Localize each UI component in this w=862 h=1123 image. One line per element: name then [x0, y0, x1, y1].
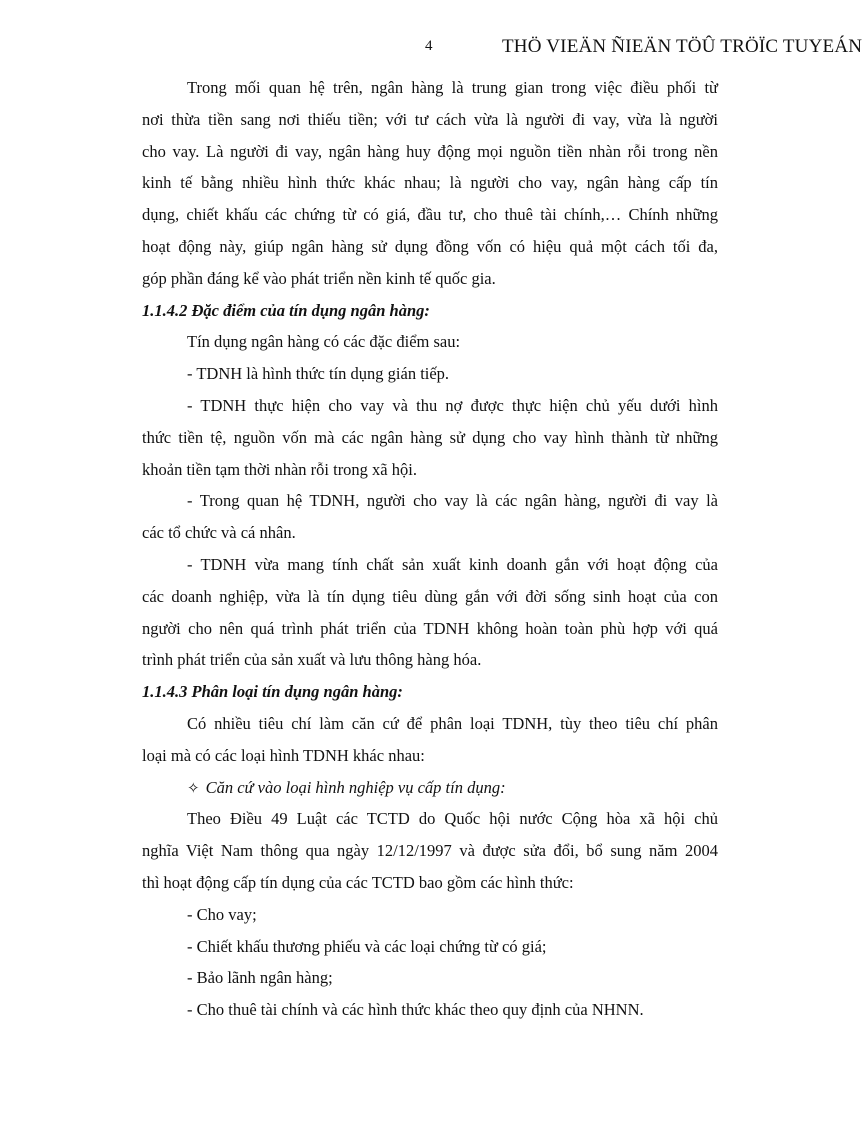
paragraph-line: thức tiền tệ, nguồn vốn mà các ngân hàng sử dụng cho vay hình thành từ những	[142, 427, 718, 447]
list-item: - TDNH vừa mang tính chất sản xuất kinh doanh gắn với hoạt động của	[187, 554, 718, 574]
list-item: - Cho thuê tài chính và các hình thức khác theo quy định của NHNN.	[187, 1000, 644, 1020]
paragraph-line: nghĩa Việt Nam thông qua ngày 12/12/1997 và được sửa đổi, bổ sung năm 2004	[142, 841, 718, 861]
list-item: - TDNH là hình thức tín dụng gián tiếp.	[187, 364, 450, 384]
paragraph-line: khoản tiền tạm thời nhàn rỗi trong xã hội.	[142, 459, 417, 479]
paragraph-line: Theo Điều 49 Luật các TCTD do Quốc hội nước Cộng hòa xã hội chủ	[187, 809, 718, 829]
site-title: THÖ VIEÄN ÑIEÄN TÖÛ TRÖÏC TUYEÁN	[502, 36, 862, 57]
paragraph-line: Có nhiều tiêu chí làm căn cứ để phân loại TDNH, tùy theo tiêu chí phân	[187, 713, 718, 733]
paragraph-line: trình phát triển của sản xuất và lưu thông hàng hóa.	[142, 650, 482, 670]
subheading	[142, 772, 718, 804]
paragraph-line: hoạt động này, giúp ngân hàng sử dụng đồng vốn có hiệu quả một cách tối đa,	[142, 236, 718, 256]
list-item: - Trong quan hệ TDNH, người cho vay là các ngân hàng, người đi vay là	[187, 491, 718, 511]
section-heading: 1.1.4.2 Đặc điểm của tín dụng ngân hàng:	[142, 300, 430, 320]
paragraph-line: người cho nên quá trình phát triển của TDNH không hoàn toàn phù hợp với quá	[142, 618, 718, 638]
list-item: - TDNH thực hiện cho vay và thu nợ được thực hiện chủ yếu dưới hình	[187, 395, 718, 415]
paragraph-line: thì hoạt động cấp tín dụng của các TCTD bao gồm các hình thức:	[142, 872, 574, 892]
paragraph-line: Tín dụng ngân hàng có các đặc điểm sau:	[187, 332, 461, 352]
paragraph-line: dụng, chiết khấu các chứng từ có giá, đầu tư, cho thuê tài chính,… Chính những	[142, 205, 718, 225]
paragraph-line: kinh tế bằng nhiều hình thức khác nhau; là người cho vay, ngân hàng cấp tín	[142, 173, 718, 193]
page-header	[0, 36, 862, 60]
list-item: - Bảo lãnh ngân hàng;	[187, 968, 333, 988]
paragraph-line: các doanh nghiệp, vừa là tín dụng tiêu dùng gắn với đời sống sinh hoạt của con	[142, 586, 718, 606]
paragraph-line: nơi thừa tiền sang nơi thiếu tiền; với tư cách vừa là người đi vay, vừa là người	[142, 109, 718, 129]
document-body	[142, 72, 718, 1026]
paragraph-line: các tổ chức và cá nhân.	[142, 523, 296, 543]
paragraph-line: góp phần đáng kể vào phát triển nền kinh tế quốc gia.	[142, 268, 496, 288]
list-item: - Chiết khấu thương phiếu và các loại chứng từ có giá;	[187, 936, 547, 956]
subheading-text: Căn cứ vào loại hình nghiệp vụ cấp tín dụng:	[205, 777, 506, 797]
page-number: 4	[425, 38, 433, 54]
paragraph-line: loại mà có các loại hình TDNH khác nhau:	[142, 745, 425, 765]
section-heading: 1.1.4.3 Phân loại tín dụng ngân hàng:	[142, 682, 403, 702]
diamond-bullet-icon: ✧	[187, 780, 200, 797]
paragraph-line: cho vay. Là người đi vay, ngân hàng huy động mọi nguồn tiền nhàn rỗi trong nền	[142, 141, 718, 161]
list-item: - Cho vay;	[187, 904, 257, 924]
paragraph-line: Trong mối quan hệ trên, ngân hàng là trung gian trong việc điều phối từ	[187, 78, 718, 97]
